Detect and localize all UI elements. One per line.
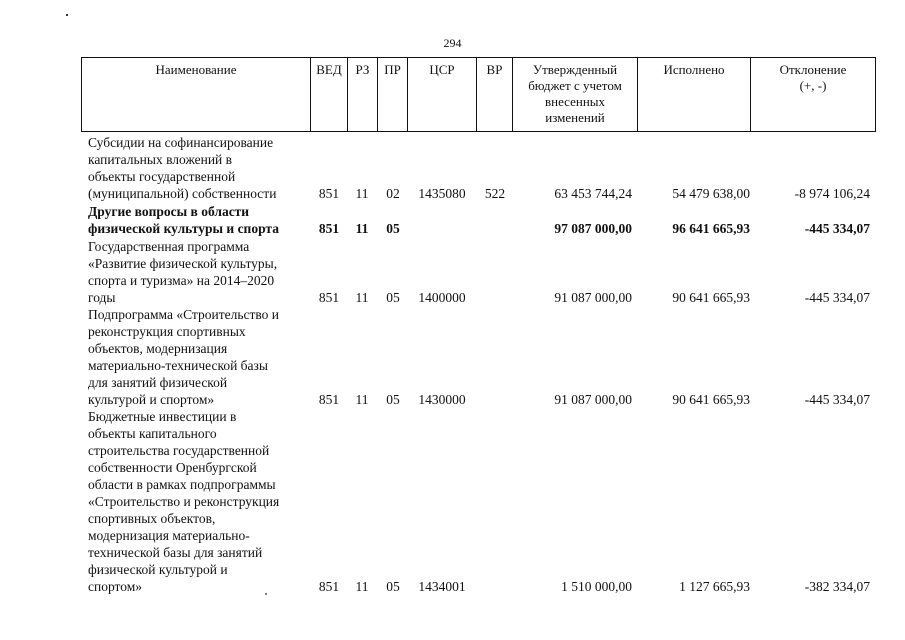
header-rz: РЗ	[355, 62, 370, 77]
header-deviation-line: Отклонение	[779, 62, 847, 77]
row-executed: 90 641 665,93	[672, 290, 750, 305]
row-name-line: объекты капитального	[88, 426, 217, 441]
row-name	[88, 203, 310, 237]
header-pr: ПР	[384, 62, 401, 77]
row-ved: 851	[318, 221, 340, 236]
row-rz: 11	[355, 579, 369, 594]
row-pr: 05	[386, 579, 400, 594]
row-pr: 05	[386, 221, 400, 236]
row-name-line: культурой и спортом»	[88, 392, 215, 407]
row-ved: 851	[318, 186, 340, 201]
row-pr: 05	[386, 290, 400, 305]
row-ved: 851	[318, 392, 340, 407]
row-name-line: Подпрограмма «Строительство и	[88, 307, 280, 322]
row-name-line: капитальных вложений в	[88, 152, 233, 167]
row-csr: 1400000	[418, 290, 466, 305]
header-ved: ВЕД	[316, 62, 342, 77]
row-executed: 90 641 665,93	[672, 392, 750, 407]
header-executed: Исполнено	[663, 62, 725, 77]
row-rz: 11	[355, 290, 369, 305]
row-deviation: -8 974 106,24	[794, 186, 870, 201]
row-name-line: собственности Оренбургской	[88, 460, 257, 475]
row-name-line: объектов, модернизация	[88, 341, 228, 356]
row-name-line: объекты государственной	[88, 169, 236, 184]
row-name-line: «Строительство и реконструкция	[88, 494, 280, 509]
row-vr: 522	[484, 186, 506, 201]
row-name-line: (муниципальной) собственности	[88, 186, 277, 201]
row-name-line: спортивных объектов,	[88, 511, 216, 526]
row-executed: 54 479 638,00	[672, 186, 750, 201]
header-deviation	[751, 62, 875, 94]
row-name-line: материально-технической базы	[88, 358, 268, 373]
row-name-line: Государственная программа	[88, 239, 250, 254]
row-name-line: для занятий физической	[88, 375, 228, 390]
row-name-line: Бюджетные инвестиции в	[88, 409, 237, 424]
header-budget-line: Утвержденный	[532, 62, 618, 77]
header-csr: ЦСР	[429, 62, 455, 77]
row-name-line: годы	[88, 290, 116, 305]
row-name-line: Субсидии на софинансирование	[88, 135, 274, 150]
row-executed: 1 127 665,93	[679, 579, 750, 594]
row-ved: 851	[318, 290, 340, 305]
row-rz: 11	[355, 221, 369, 236]
row-pr: 02	[386, 186, 400, 201]
row-budget: 1 510 000,00	[561, 579, 632, 594]
row-deviation: -445 334,07	[804, 290, 870, 305]
row-budget: 63 453 744,24	[554, 186, 632, 201]
row-ved: 851	[318, 579, 340, 594]
row-csr: 1430000	[418, 392, 466, 407]
header-name: Наименование	[155, 62, 237, 77]
row-name-line: области в рамках подпрограммы	[88, 477, 276, 492]
row-executed: 96 641 665,93	[672, 221, 750, 236]
row-name-line: физической культуры и спорта	[88, 221, 279, 236]
header-budget-line: бюджет с учетом	[528, 78, 622, 93]
row-rz: 11	[355, 186, 369, 201]
header-deviation-line: (+, -)	[799, 78, 827, 93]
header-budget	[513, 62, 637, 126]
row-name	[88, 408, 310, 595]
row-name-line: технической базы для занятий	[88, 545, 263, 560]
row-name-line: физической культурой и	[88, 562, 228, 577]
row-rz: 11	[355, 392, 369, 407]
row-name-line: спорта и туризма» на 2014–2020	[88, 273, 275, 288]
scan-speck	[66, 14, 68, 16]
row-deviation: -445 334,07	[804, 221, 870, 236]
row-pr: 05	[386, 392, 400, 407]
row-name	[88, 306, 310, 408]
row-budget: 97 087 000,00	[554, 221, 632, 236]
header-vr: ВР	[486, 62, 503, 77]
row-name-line: Другие вопросы в области	[88, 204, 250, 219]
row-deviation: -382 334,07	[804, 579, 870, 594]
row-name	[88, 134, 310, 202]
row-name	[88, 238, 310, 306]
row-deviation: -445 334,07	[804, 392, 870, 407]
row-name-line: спортом»	[88, 579, 143, 594]
row-budget: 91 087 000,00	[554, 392, 632, 407]
row-budget: 91 087 000,00	[554, 290, 632, 305]
row-name-line: модернизация материально-	[88, 528, 250, 543]
row-csr: 1434001	[418, 579, 466, 594]
row-csr: 1435080	[418, 186, 466, 201]
scan-speck	[265, 593, 267, 595]
header-budget-line: изменений	[545, 110, 605, 125]
header-budget-line: внесенных	[544, 94, 606, 109]
page-number: 294	[443, 36, 462, 50]
row-name-line: реконструкция спортивных	[88, 324, 246, 339]
row-name-line: «Развитие физической культуры,	[88, 256, 278, 271]
row-name-line: строительства государственной	[88, 443, 270, 458]
